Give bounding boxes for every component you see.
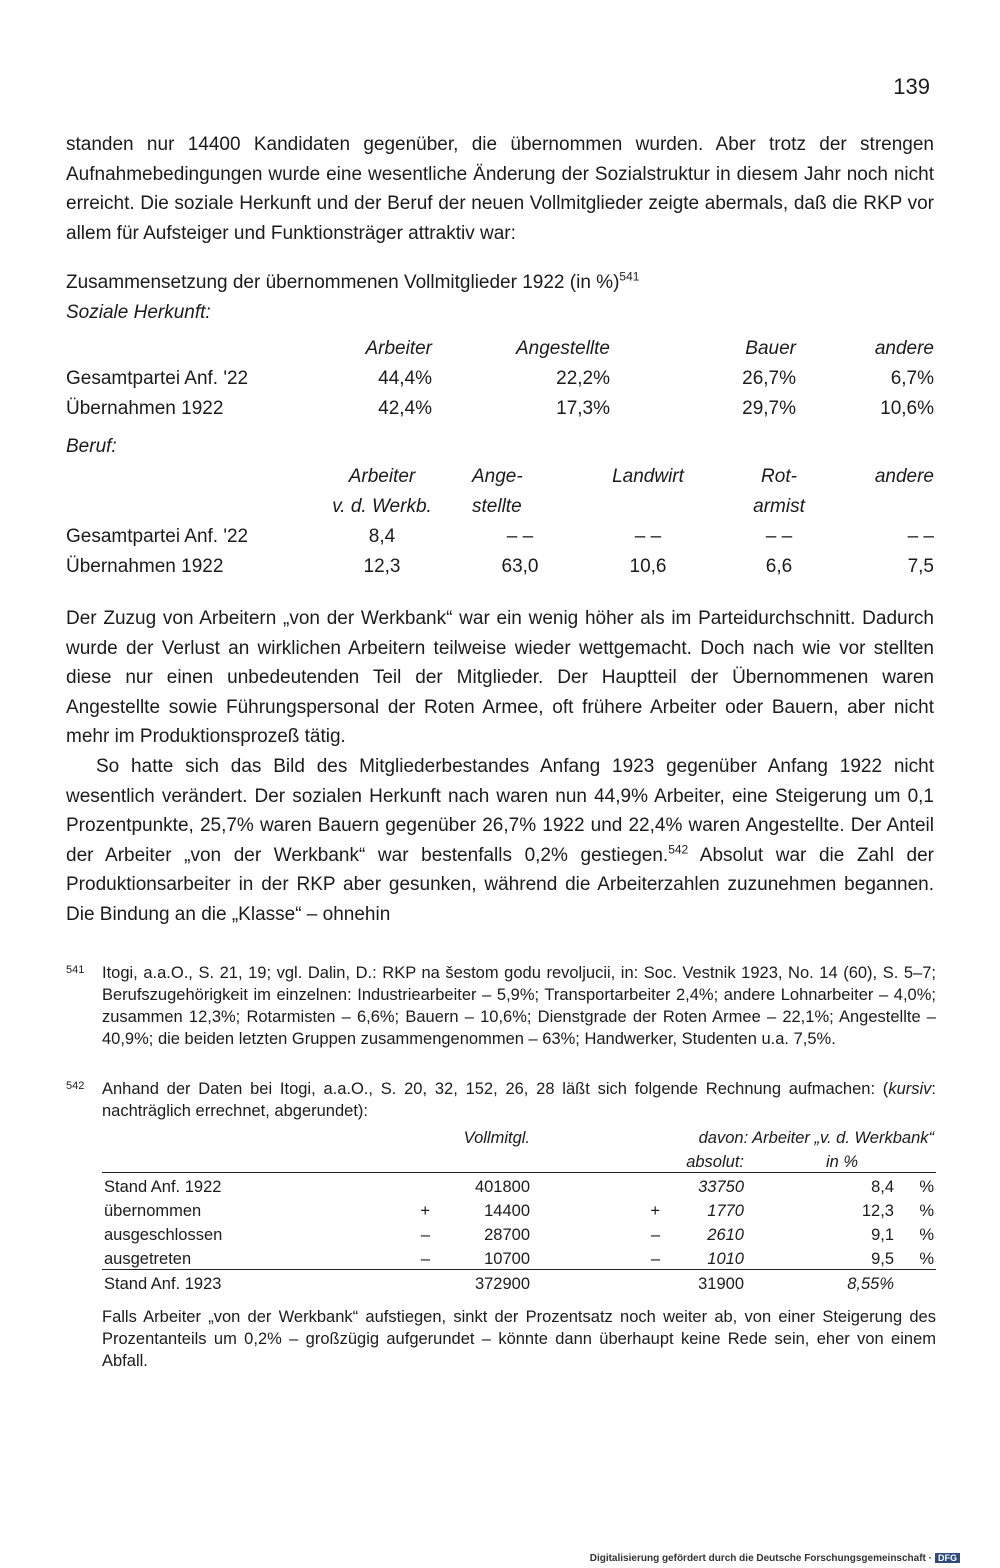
table-row <box>66 548 934 578</box>
footer-credit-text: Digitalisierung gefördert durch die Deutsche Forschungsgemeinschaft · <box>589 1553 932 1564</box>
herkunft-table <box>66 330 934 420</box>
table-row <box>66 390 934 420</box>
table-row-total <box>102 1270 936 1295</box>
vollmitgl-value: 10700 <box>432 1245 532 1270</box>
row-label: Übernahmen 1922 <box>66 398 224 419</box>
sign <box>362 1173 432 1198</box>
absolut-value: 2610 <box>707 1226 744 1244</box>
pct-unit: % <box>896 1245 936 1270</box>
col-header: v. d. Werkb. <box>332 496 432 517</box>
col-header: Angestellte <box>515 338 610 359</box>
cell: 6,6 <box>765 556 793 577</box>
pct-value: 9,1 <box>871 1226 894 1244</box>
pct-value: 9,5 <box>746 1245 896 1270</box>
row-label: Gesamtpartei Anf. '22 <box>66 368 249 389</box>
table-row <box>66 360 934 390</box>
calculation-table <box>102 1124 936 1294</box>
intro-paragraph: standen nur 14400 Kandidaten gegenüber, die übernommen wurden. Aber trotz der strengen Aufnahmebedingungen wurde eine wesentliche Änderung der Sozialstruktur in diesem Jahr noch nicht erreicht. Die soziale Herkunft und der Beruf der neuen Vollmitglieder zeigte abermals, daß die RKP vor allem für Aufsteiger und Funktionsträger attraktiv war: <box>66 134 934 244</box>
beruf-heading: Beruf: <box>66 436 117 457</box>
col-header <box>574 488 722 518</box>
absolut-value: 33750 <box>698 1178 744 1196</box>
footnote-541 <box>66 962 936 1050</box>
herkunft-header-row <box>66 330 934 360</box>
calc-header-row-1 <box>102 1124 936 1148</box>
pct-unit: % <box>919 1178 934 1196</box>
vollmitgl-value: 372900 <box>474 1275 530 1293</box>
cell: – – <box>506 526 534 547</box>
table-row <box>102 1197 936 1221</box>
row-label: Übernahmen 1922 <box>66 556 224 577</box>
footnote-text: Itogi, a.a.O., S. 21, 19; vgl. Dalin, D.: RKP na šestom godu revoljucii, in: Soc. Vestnik 1923, No. 14 (60), S. 5–7; Berufszugehörigkeit im einzelnen: Industriearbeiter – 5,9%; Transportarbeiter 2,4%; andere Lohnarbeiter – 4,0%; zusammen 12,3%; Rotarmisten – 6,6%; Bauern – 10,6%; Dienstgrade der Roten Armee – 22,1%; Angestellte – 40,9%; die beiden letzten Gruppen zusammengenommen – 63%; Handwerker, Studenten u.a. 7,5%. <box>102 964 936 1048</box>
paragraph-3-text-a: So hatte sich das Bild des Mitgliederbestandes Anfang 1923 gegenüber Anfang 1922 nicht wesentlich verändert. Der sozialen Herkunft nach waren nun 44,9% Arbeiter, eine Steigerung um 0,1 Prozentpunkte, 25,7% waren Bauern gegenüber 26,7% 1922 und 22,4% waren Angestellte. Der Anteil der Arbeiter „von der Werkbank“ war bestenfalls 0,2% gestiegen. <box>66 756 934 866</box>
sign <box>532 1270 662 1295</box>
row-label: ausgeschlossen <box>104 1226 223 1244</box>
footnote-text: Anhand der Daten bei Itogi, a.a.O., S. 20, 32, 152, 26, 28 läßt sich folgende Rechnung aufmachen: (kursiv: nachträglich errechnet, abgerundet): <box>102 1080 936 1120</box>
absolut-value: 1010 <box>662 1245 746 1270</box>
vollmitgl-value: 28700 <box>484 1226 530 1244</box>
col-header: andere <box>874 466 934 487</box>
table-row <box>102 1245 936 1270</box>
col-header: armist <box>753 496 805 517</box>
cell: 10,6 <box>629 556 667 577</box>
sign: – <box>532 1245 662 1270</box>
sign: – <box>362 1245 432 1270</box>
cell: 42,4% <box>378 398 432 419</box>
row-label: übernommen <box>104 1202 202 1220</box>
vollmitgl-value: 401800 <box>474 1178 530 1196</box>
col-header <box>836 488 934 518</box>
beruf-table <box>66 458 934 578</box>
cell: 29,7% <box>742 398 796 419</box>
col-header: stellte <box>472 496 522 517</box>
footnote-ref-541[interactable]: 541 <box>619 269 640 284</box>
cell: 8,4 <box>368 526 396 547</box>
page-number: 139 <box>893 74 930 99</box>
paragraph-3-text-b: Absolut war die Zahl der Produktionsarbeiter in der RKP aber gesunken, während die Arbeiterzahlen zuzunehmen begannen. Die Bindung an die „Klasse“ – ohnehin <box>66 844 934 925</box>
pct-value: 12,3 <box>861 1202 894 1220</box>
col-header: absolut: <box>662 1148 746 1173</box>
footer-credit <box>590 1553 960 1564</box>
row-label: ausgetreten <box>102 1245 362 1270</box>
row-label: Stand Anf. 1923 <box>104 1275 222 1293</box>
cell: 44,4% <box>378 368 432 389</box>
beruf-header-row-2 <box>66 488 934 518</box>
cell: 12,3 <box>363 556 401 577</box>
table-row <box>66 518 934 548</box>
col-header: andere <box>874 338 934 359</box>
cell: 17,3% <box>556 398 610 419</box>
row-label: Stand Anf. 1922 <box>104 1178 222 1196</box>
cell: – – <box>634 526 662 547</box>
col-header: Rot- <box>761 466 797 487</box>
vollmitgl-value: 14400 <box>484 1202 530 1220</box>
table-row <box>102 1173 936 1198</box>
col-header: Ange- <box>472 466 523 487</box>
cell: 7,5 <box>907 556 934 577</box>
col-header: Vollmitgl. <box>463 1129 530 1147</box>
pct-unit: % <box>919 1202 934 1220</box>
dfg-logo: DFG <box>935 1553 960 1563</box>
table-row <box>102 1221 936 1245</box>
cell: 6,7% <box>890 368 934 389</box>
absolut-value: 1770 <box>707 1202 744 1220</box>
sign: – <box>420 1226 430 1244</box>
table-caption <box>66 269 640 294</box>
cell: 63,0 <box>501 556 539 577</box>
cell: 22,2% <box>556 368 610 389</box>
cell: – – <box>765 526 793 547</box>
paragraph-3 <box>66 752 934 929</box>
col-header: Bauer <box>745 338 796 359</box>
footnote-542 <box>66 1078 936 1122</box>
pct-unit: % <box>919 1226 934 1244</box>
beruf-header-row-1 <box>66 458 934 488</box>
pct-value: 8,4 <box>871 1178 894 1196</box>
footnote-ref-542[interactable]: 542 <box>668 842 689 857</box>
absolut-value: 31900 <box>698 1275 744 1293</box>
table-caption-text: Zusammensetzung der übernommenen Vollmitglieder 1922 (in %) <box>66 272 620 293</box>
row-label: Gesamtpartei Anf. '22 <box>66 526 249 547</box>
sign: + <box>420 1202 430 1220</box>
herkunft-heading: Soziale Herkunft: <box>66 302 211 323</box>
col-header: davon: Arbeiter „v. d. Werkbank“ <box>698 1129 934 1147</box>
cell: 26,7% <box>742 368 796 389</box>
sign: + <box>650 1202 660 1220</box>
footnote-542-closing: Falls Arbeiter „von der Werkbank“ aufstiegen, sinkt der Prozentsatz noch weiter ab, von einer Steigerung des Prozentanteils um 0,2% – großzügig aufgerundet – könnte dann überhaupt keine Rede sein, eher von einem Abfall. <box>102 1308 936 1370</box>
footnote-mark: 541 <box>66 964 85 976</box>
col-header: Arbeiter <box>348 466 416 487</box>
footnote-mark: 542 <box>66 1080 85 1092</box>
cell: – – <box>907 526 934 547</box>
sign <box>362 1270 432 1295</box>
col-header: Landwirt <box>612 466 684 487</box>
paragraph-2: Der Zuzug von Arbeitern „von der Werkbank“ war ein wenig höher als im Parteidurchschnitt. Dadurch wurde der Verlust an wirklichen Arbeitern teilweise wieder wettgemacht. Doch nach wie vor stellten diese nur einen unbedeutenden Teil der Mitglieder. Der Hauptteil der Übernommenen waren Angestellte sowie Führungspersonal der Roten Armee, oft frühere Arbeiter oder Bauern, aber nicht mehr im Produktionsprozeß tätig. <box>66 608 934 747</box>
calc-header-row-2 <box>102 1148 936 1173</box>
cell: 10,6% <box>880 398 934 419</box>
sign <box>532 1173 662 1198</box>
sign: – <box>650 1226 660 1244</box>
col-header: Arbeiter <box>365 338 432 359</box>
pct-value: 8,55% <box>847 1275 894 1293</box>
col-header: in % <box>746 1148 936 1173</box>
